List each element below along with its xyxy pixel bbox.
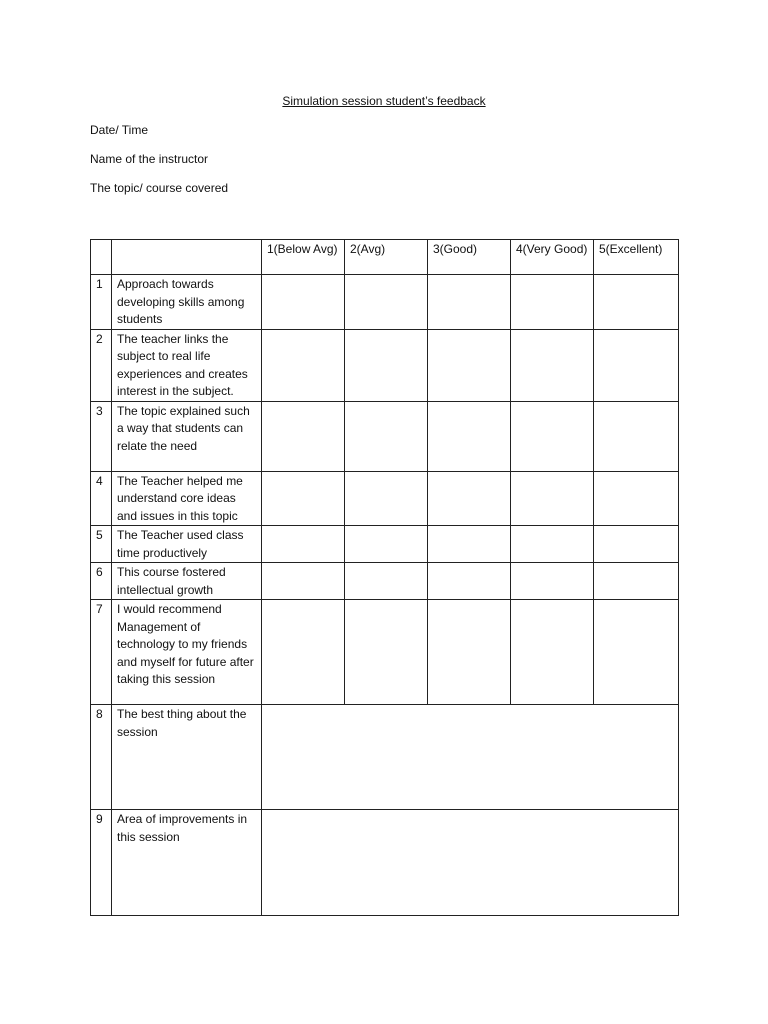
rating-cell[interactable] [428,329,511,401]
rating-cell[interactable] [345,329,428,401]
header-empty-criteria [112,240,262,275]
rating-cell[interactable] [594,329,679,401]
table-row [91,329,679,401]
row-number: 8 [91,705,112,810]
date-time-label: Date/ Time [90,123,149,137]
rating-cell[interactable] [345,401,428,471]
rating-cell[interactable] [345,563,428,600]
rating-header-2: 2(Avg) [345,240,428,275]
rating-cell[interactable] [511,401,594,471]
topic-covered-label: The topic/ course covered [90,181,229,195]
rating-cell[interactable] [262,563,345,600]
table-row [91,705,679,810]
criteria-text: The teacher links the subject to real life experiences and creates interest in the subject. [112,329,262,401]
rating-cell[interactable] [262,471,345,526]
rating-cell[interactable] [594,600,679,705]
rating-cell[interactable] [594,471,679,526]
rating-cell[interactable] [428,401,511,471]
row-number: 7 [91,600,112,705]
criteria-text: The best thing about the session [112,705,262,810]
table-row [91,600,679,705]
rating-cell[interactable] [262,600,345,705]
table-row [91,275,679,330]
rating-cell[interactable] [594,401,679,471]
best-thing-response-cell[interactable] [262,705,679,810]
rating-cell[interactable] [511,600,594,705]
rating-header-5: 5(Excellent) [594,240,679,275]
criteria-text: The topic explained such a way that students can relate the need [112,401,262,471]
rating-cell[interactable] [428,563,511,600]
rating-cell[interactable] [428,526,511,563]
improvements-response-cell[interactable] [262,810,679,916]
rating-cell[interactable] [345,471,428,526]
table-row [91,526,679,563]
instructor-name-label: Name of the instructor [90,152,209,166]
rating-header-4: 4(Very Good) [511,240,594,275]
criteria-text: The Teacher helped me understand core ideas and issues in this topic [112,471,262,526]
row-number: 6 [91,563,112,600]
rating-cell[interactable] [262,329,345,401]
row-number: 3 [91,401,112,471]
form-title: Simulation session student’s feedback [282,94,486,108]
row-number: 2 [91,329,112,401]
rating-cell[interactable] [345,526,428,563]
rating-cell[interactable] [511,563,594,600]
rating-cell[interactable] [262,526,345,563]
criteria-text: Area of improvements in this session [112,810,262,916]
rating-cell[interactable] [428,600,511,705]
criteria-text: I would recommend Management of technology to my friends and myself for future after taking this session [112,600,262,705]
rating-cell[interactable] [594,526,679,563]
rating-cell[interactable] [345,275,428,330]
row-number: 5 [91,526,112,563]
rating-header-3: 3(Good) [428,240,511,275]
rating-cell[interactable] [262,275,345,330]
rating-cell[interactable] [511,471,594,526]
row-number: 4 [91,471,112,526]
table-row [91,401,679,471]
rating-cell[interactable] [428,471,511,526]
criteria-text: This course fostered intellectual growth [112,563,262,600]
header-empty-num [91,240,112,275]
table-row [91,563,679,600]
criteria-text: The Teacher used class time productively [112,526,262,563]
row-number: 1 [91,275,112,330]
rating-cell[interactable] [594,563,679,600]
rating-cell[interactable] [594,275,679,330]
rating-cell[interactable] [511,275,594,330]
rating-cell[interactable] [511,526,594,563]
rating-cell[interactable] [345,600,428,705]
rating-cell[interactable] [262,401,345,471]
table-row [91,471,679,526]
criteria-text: Approach towards developing skills among students [112,275,262,330]
rating-cell[interactable] [511,329,594,401]
rating-cell[interactable] [428,275,511,330]
table-row [91,810,679,916]
rating-header-1: 1(Below Avg) [262,240,345,275]
table-header-row [91,240,679,275]
row-number: 9 [91,810,112,916]
feedback-table [90,239,679,916]
